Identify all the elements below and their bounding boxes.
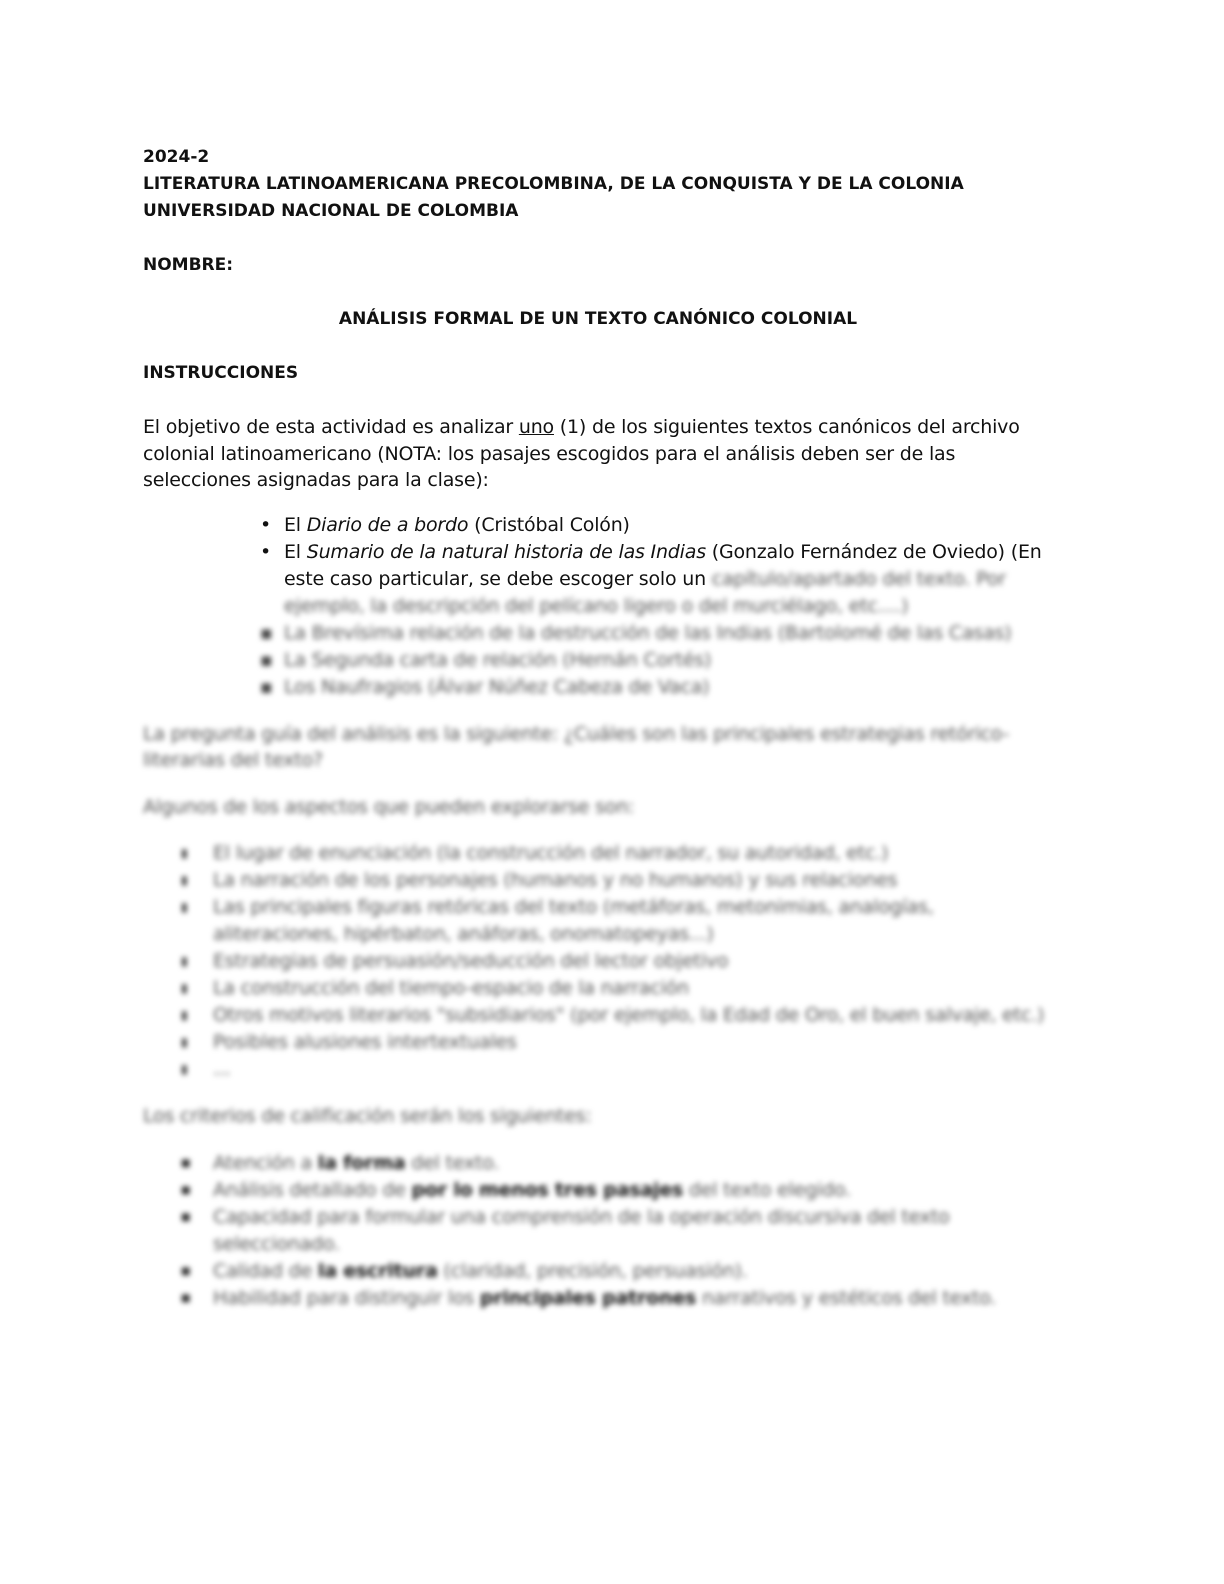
list-item: ▮ Las principales figuras retóricas del texto (metáforas, metonimias, analogías, aliteraciones, hipérbaton, anáforas, onomatopeyas...) xyxy=(213,894,1053,948)
list-item: ▮ Posibles alusiones intertextuales xyxy=(213,1029,1053,1056)
list-item: ▮ ... xyxy=(213,1056,1053,1083)
course-title: LITERATURA LATINOAMERICANA PRECOLOMBINA, DE LA CONQUISTA Y DE LA COLONIA xyxy=(143,174,964,194)
list-item: ▮ Otros motivos literarios "subsidiarios" (por ejemplo, la Edad de Oro, el buen salvaje, etc.) xyxy=(213,1002,1053,1029)
document-page xyxy=(143,144,1053,1312)
texts-list xyxy=(143,512,1053,701)
list-item: ■ Calidad de la escritura (claridad, precisión, persuasión). xyxy=(213,1258,1053,1285)
list-item: ■ Análisis detallado de por lo menos tres pasajes del texto elegido. xyxy=(213,1177,1053,1204)
intro-paragraph: El objetivo de esta actividad es analizar uno (1) de los siguientes textos canónicos del archivo colonial latinoamericano (NOTA: los pasajes escogidos para el análisis deben ser de las selecciones asignadas para la clase): xyxy=(143,416,1020,491)
list-item: ▪ Los Naufragios (Álvar Núñez Cabeza de Vaca) xyxy=(284,674,1053,701)
list-item: ▪ La Segunda carta de relación (Hernán Cortés) xyxy=(284,647,1053,674)
aspects-intro: Algunos de los aspectos que pueden explorarse son: xyxy=(143,795,635,818)
list-item: ▮ El lugar de enunciación (la construcción del narrador, su autoridad, etc.) xyxy=(213,840,1053,867)
list-item: ■ Capacidad para formular una comprensión de la operación discursiva del texto seleccionado. xyxy=(213,1204,1053,1258)
instructions-heading: INSTRUCCIONES xyxy=(143,363,299,383)
guide-question: La pregunta guía del análisis es la siguiente: ¿Cuáles son las principales estrategias retórico-literarias del texto? xyxy=(143,722,1010,771)
list-item: ▮ La narración de los personajes (humanos y no humanos) y sus relaciones xyxy=(213,867,1053,894)
list-item: ▮ Estrategias de persuasión/seducción del lector objetivo xyxy=(213,948,1053,975)
document-title: ANÁLISIS FORMAL DE UN TEXTO CANÓNICO COLONIAL xyxy=(338,309,858,329)
list-item: • El Sumario de la natural historia de las Indias (Gonzalo Fernández de Oviedo) (En este caso particular, se debe escoger solo un capítulo/apartado del texto. Por ejemplo, la descripción del pelícano ligero o del murciélago, etc....) xyxy=(284,539,1053,620)
term: 2024-2 xyxy=(143,147,210,167)
list-item: • El Diario de a bordo (Cristóbal Colón) xyxy=(284,512,1053,539)
university: UNIVERSIDAD NACIONAL DE COLOMBIA xyxy=(143,201,519,221)
aspects-list xyxy=(143,840,1053,1083)
list-item: ▮ La construcción del tiempo-espacio de la narración xyxy=(213,975,1053,1002)
list-item: ■ Atención a la forma del texto. xyxy=(213,1150,1053,1177)
name-label: NOMBRE: xyxy=(143,255,234,275)
list-item: ■ Habilidad para distinguir los principales patrones narrativos y estéticos del texto. xyxy=(213,1285,1053,1312)
criteria-list xyxy=(143,1150,1053,1312)
criteria-intro: Los criterios de calificación serán los siguientes: xyxy=(143,1105,592,1127)
list-item: ▪ La Brevísima relación de la destrucción de las Indias (Bartolomé de las Casas) xyxy=(284,620,1053,647)
